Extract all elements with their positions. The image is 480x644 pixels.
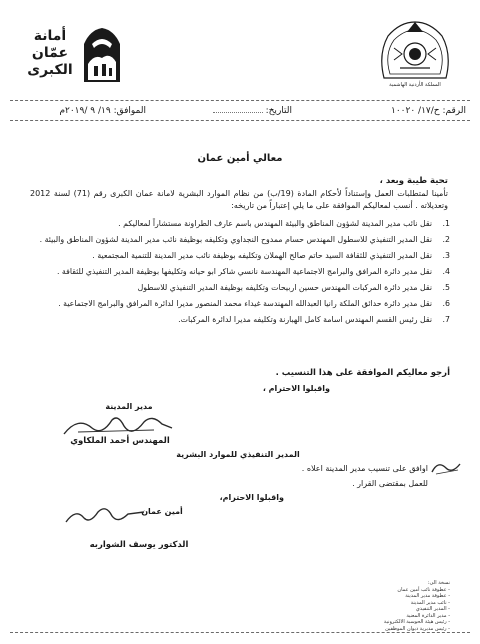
copy-recipient: - رئيس مديرية ديوان الموظفين [385,625,450,632]
copy-recipient: - المدير التنفيذي [415,606,450,612]
gam-logo [14,20,124,90]
city-manager-title: مدير المدينة [105,402,153,411]
copy-recipient: - مدير الدائرة المعنية [406,612,450,619]
list-item: 2. نقل المدير التنفيذي للاسطول المهندس حسام ممدوح النجداوي وتكليفه بوظيفة نائب مدير المدينة لشؤون المناطق والبيئة . [39,235,450,244]
regards-line: واقبلوا الاحترام ، [262,384,330,393]
header-divider-2 [10,120,470,121]
approval-line-1: اوافق على تنسيب مدير المدينة اعلاه . [301,464,428,473]
list-item: 3. نقل المدير التنفيذي للثقافة السيد حاتم صالح الهملان وتكليفه بوظيفة نائب مدير المدينة للتنمية المجتمعية . [92,251,450,260]
regards-line-2: واقبلوا الاحترام، [219,493,284,502]
mayor-signature-icon [60,500,150,530]
letter-title: معالي أمين عمان [197,153,283,164]
hijri-value: ١٩/ ٩ /٢٠١٩م [59,106,111,116]
royal-crest [374,18,456,92]
hr-director-title: المدير التنفيذي للموارد البشرية [176,450,300,459]
header-divider [10,100,470,101]
mayor-name: الدكتور يوسف الشواربه [89,540,189,550]
mayor-title: أمين عمان [141,507,183,516]
gam-logo-text: أمانة عمّان الكبرى [27,28,73,78]
copy-recipient: - نائب مدير المدينة [410,599,450,606]
hijri-label: الموافق: [113,106,146,116]
copy-recipient: - عطوفة نائب أمين عمان [397,586,450,593]
greeting: تحية طيبة وبعد ، [379,176,448,186]
footer-divider [10,632,470,633]
ref-value: ح/١٧/ ١٠٠٢٠ [390,106,440,116]
transfer-list [30,218,450,330]
list-item: 1. نقل نائب مدير المدينة لشؤون المناطق والبيئة المهندس باسم عارف الطراونة مستشاراً لمعاليكم . [118,219,450,228]
intro-paragraph: تأمينا لمتطلبات العمل وإستناداً لأحكام المادة (19/ب) من نظام الموارد البشرية لامانة عمان الكبرى رقم (71) لسنة 2012 وتعديلاته . أنسب لمعاليكم الموافقة على ما يلي إعتباراً من تاريخه: [30,189,448,210]
list-item: 6. نقل مدير دائرة حدائق الملكة رانيا العبدالله المهندسة غيداء محمد المنصور مديرا لدائرة المرافق والبرامج الاجتماعية . [58,299,450,308]
initial-signature-icon [428,458,464,478]
crest-motto: المملكة الأردنية الهاشمية [389,82,441,88]
approval-line-2: للعمل بمقتضى القرار . [352,479,428,488]
ref-number [316,104,466,118]
copies-list [358,580,450,632]
list-item: 4. نقل مدير دائرة المرافق والبرامج الاجتماعية المهندسة نانسي شاكر ابو حيانه وتكليفها بوظيفة المدير التنفيذي للثقافة . [56,267,450,276]
date-label: التاريخ: [265,106,292,116]
city-manager-name: المهندس أحمد الملكاوي [70,436,170,446]
date-blank [213,112,263,113]
hijri-field [16,104,146,118]
copy-recipient: - عطوفة مدير المدينة [405,593,450,599]
ref-label: الرقم: [442,106,466,116]
closing-line: أرجو معاليكم الموافقة على هذا التنسيب . [275,368,450,378]
copy-recipient: - رئيس هيئة الحوسبة الالكترونية [383,619,450,625]
date-field [182,104,292,118]
crest-icon [374,18,456,92]
gam-emblem-icon [80,24,124,84]
list-item: 7. نقل رئيس القسم المهندس اسامة كامل الهبارنة وتكليفه مديرا لدائرة المركبات. [178,315,450,324]
list-item: 5. نقل مدير دائرة المركبات المهندس حسين اربيحات وتكليفه بوظيفة المدير التنفيذي للاسطول [137,283,450,292]
copies-header: نسخة الى: [427,580,450,586]
